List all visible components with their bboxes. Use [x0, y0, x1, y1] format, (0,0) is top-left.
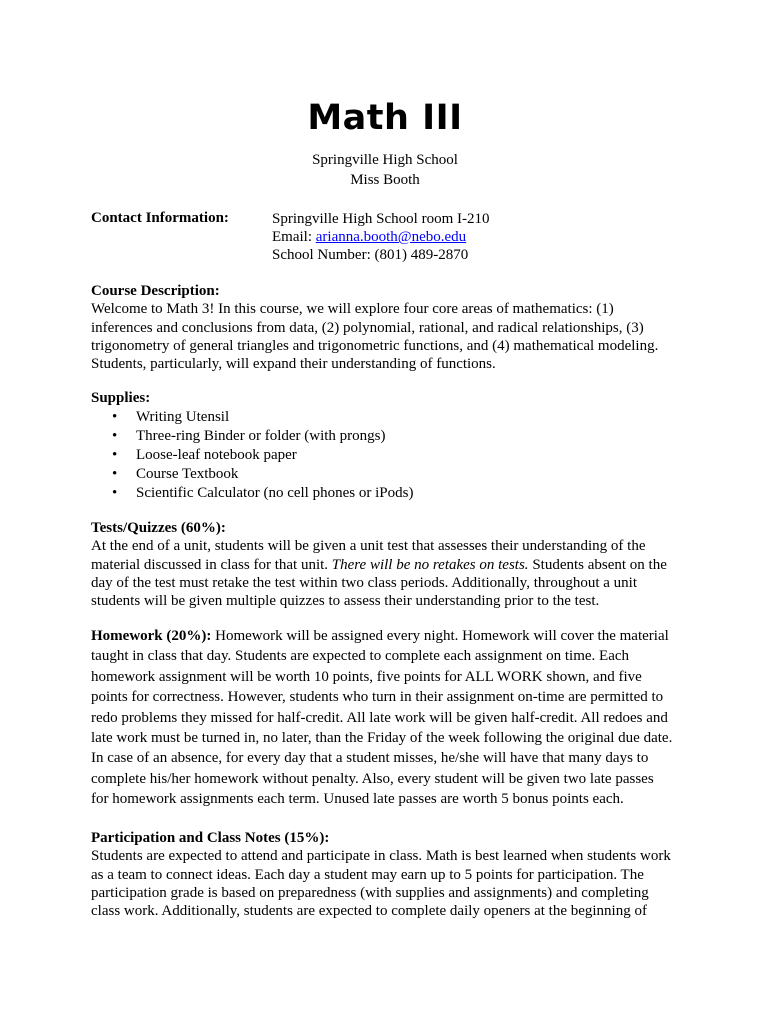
contact-info	[272, 210, 490, 264]
participation-heading: Participation and Class Notes (15%):	[91, 830, 330, 846]
supply-item: Scientific Calculator (no cell phones or iPods)	[136, 485, 414, 501]
homework-line: late work must be turned in, no later, than the Friday of the week following the original due date.	[91, 730, 673, 747]
no-retakes-note: There will be no retakes on tests.	[331, 556, 529, 573]
supplies-section	[91, 389, 691, 503]
participation-line: Students are expected to attend and participate in class. Math is best learned when students work	[91, 848, 671, 865]
homework-section	[91, 626, 691, 810]
course-description-line: inferences and conclusions from data, (2) polynomial, rational, and radical relationships, (3)	[91, 319, 644, 336]
contact-email-line	[272, 228, 490, 246]
course-description-line: Welcome to Math 3! In this course, we will explore four core areas of mathematics: (1)	[91, 301, 614, 318]
list-item	[91, 484, 691, 503]
course-description-heading: Course Description:	[91, 283, 220, 299]
list-item	[91, 446, 691, 465]
supplies-list	[91, 408, 691, 503]
participation-line: class work. Additionally, students are expected to complete daily openers at the beginning of	[91, 903, 647, 920]
supply-item: Three-ring Binder or folder (with prongs)	[136, 428, 386, 444]
tests-text: material discussed in class for that unit.	[91, 556, 332, 573]
homework-text: Homework will be assigned every night. Homework will cover the material	[211, 628, 669, 644]
tests-line	[91, 556, 691, 574]
page-title: Math III	[307, 98, 463, 138]
homework-line: points for correctness. However, students who turn in their assignment on-time are permitted to	[91, 689, 664, 706]
bullet-icon: •	[112, 447, 118, 463]
participation-line: participation grade is based on preparedness (with supplies and assignments) and completing	[91, 884, 649, 901]
homework-line	[91, 626, 691, 646]
homework-line: taught in class that day. Students are expected to complete each assignment on time. Each	[91, 648, 630, 665]
tests-line: At the end of a unit, students will be given a unit test that assesses their understanding of the	[91, 538, 646, 555]
list-item	[91, 465, 691, 484]
course-description-line: trigonometry of general triangles and trigonometric functions, and (4) mathematical modeling.	[91, 337, 659, 354]
bullet-icon: •	[112, 409, 118, 425]
email-link[interactable]: arianna.booth@nebo.edu	[315, 229, 467, 245]
contact-room: Springville High School room I-210	[272, 211, 490, 227]
contact-phone: School Number: (801) 489-2870	[272, 247, 469, 263]
email-label: Email:	[272, 229, 316, 245]
school-name: Springville High School	[312, 152, 458, 168]
tests-heading: Tests/Quizzes (60%):	[91, 520, 226, 536]
tests-line: students will be given multiple quizzes to assess their understanding prior to the test.	[91, 593, 600, 610]
course-description-line: Students, particularly, will expand their understanding of functions.	[91, 356, 496, 373]
participation-section	[91, 829, 691, 920]
homework-line: homework assignment will be worth 10 points, five points for ALL WORK shown, and five	[91, 668, 642, 685]
participation-line: as a team to connect ideas. Each day a student may earn up to 5 points for participation. The	[91, 866, 644, 883]
tests-section	[91, 519, 691, 610]
tests-line: day of the test must retake the test within two class periods. Additionally, throughout a unit	[91, 574, 638, 591]
homework-line: redo problems they missed for half-credit. All late work will be given half-credit. All redoes and	[91, 709, 668, 726]
supplies-heading: Supplies:	[91, 390, 151, 406]
homework-heading: Homework (20%):	[91, 628, 212, 644]
homework-line: complete his/her homework without penalty. Also, every student will be given two late passes	[91, 770, 654, 787]
list-item	[91, 427, 691, 446]
contact-label: Contact Information:	[91, 210, 229, 226]
tests-text: Students absent on the	[528, 556, 667, 573]
bullet-icon: •	[112, 466, 118, 482]
teacher-name: Miss Booth	[350, 172, 420, 188]
supply-item: Loose-leaf notebook paper	[136, 447, 297, 463]
supply-item: Writing Utensil	[136, 409, 230, 425]
supply-item: Course Textbook	[136, 466, 239, 482]
list-item	[91, 408, 691, 427]
bullet-icon: •	[112, 485, 118, 501]
bullet-icon: •	[112, 428, 118, 444]
homework-line: for homework assignments each term. Unused late passes are worth 5 bonus points each.	[91, 791, 624, 808]
homework-line: In case of an absence, for every day that a student misses, he/she will have that many days to	[91, 750, 649, 767]
course-description-section	[91, 282, 691, 373]
